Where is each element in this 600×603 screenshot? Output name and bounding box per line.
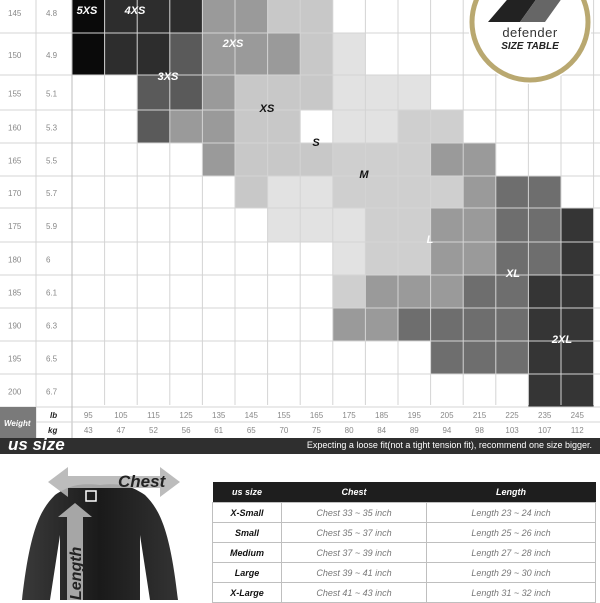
weight-kg-value: 94 — [442, 426, 452, 435]
size-cell-3xs — [137, 75, 170, 143]
us-size-table — [212, 482, 596, 603]
weight-lb-value: 225 — [505, 411, 519, 420]
weight-lb-value: 145 — [244, 411, 258, 420]
row-chest: Chest 35 ~ 37 inch — [282, 523, 427, 543]
size-cell-4xs — [137, 33, 170, 75]
row-size: Large — [213, 563, 282, 583]
fit-note: Expecting a loose fit(not a tight tension fit), recommend one size bigger. — [306, 440, 592, 450]
size-cell-s — [333, 75, 366, 110]
weight-kg-value: 75 — [312, 426, 321, 435]
size-cell-s — [333, 33, 366, 75]
row-chest: Chest 39 ~ 41 inch — [282, 563, 427, 583]
size-label-l: L — [426, 234, 434, 246]
size-cell-l — [365, 275, 463, 308]
weight-lb-value: 135 — [212, 411, 226, 420]
height-ft-label: 4.8 — [46, 9, 58, 18]
row-chest: Chest 41 ~ 43 inch — [282, 583, 427, 603]
weight-lb-value: 195 — [407, 411, 421, 420]
row-size: Medium — [213, 543, 282, 563]
size-cell-xs — [300, 75, 333, 110]
weight-lb-value: 115 — [147, 411, 160, 420]
height-ft-label: 4.9 — [46, 51, 58, 60]
row-length: Length 29 ~ 30 inch — [427, 563, 596, 583]
weight-lb-value: 205 — [440, 411, 454, 420]
height-ft-label: 5.7 — [46, 189, 58, 198]
height-ft-label: 6.3 — [46, 321, 58, 331]
size-cell-2xs — [202, 143, 235, 176]
row-chest: Chest 33 ~ 35 inch — [282, 503, 427, 523]
weight-kg-value: 56 — [181, 426, 191, 435]
size-label-xs: XS — [259, 103, 275, 115]
weight-kg-value: 112 — [570, 426, 584, 435]
height-ft-label: 5.3 — [46, 123, 58, 133]
size-label-2xs: 2XS — [222, 38, 244, 50]
row-size: X-Small — [213, 503, 282, 523]
size-label-xl: XL — [505, 268, 521, 280]
table-row — [213, 543, 596, 563]
shirt-silhouette — [22, 484, 178, 600]
header-us-size: us size — [213, 482, 282, 503]
size-cell-2xl — [561, 242, 594, 275]
weight-lb-value: 155 — [277, 411, 291, 420]
height-ft-label: 5.5 — [46, 156, 58, 166]
size-label-5xs: 5XS — [76, 5, 98, 17]
weight-lb-value: 165 — [309, 411, 324, 420]
size-label-3xs: 3XS — [157, 71, 179, 83]
size-label-4xs: 4XS — [124, 5, 146, 17]
size-cell-s — [268, 208, 366, 242]
size-cell-2xs — [268, 33, 301, 75]
height-ft-label: 6.1 — [46, 288, 58, 298]
weight-kg-value: 89 — [409, 426, 419, 435]
weight-kg-value: 84 — [377, 426, 387, 435]
row-size: X-Large — [213, 583, 282, 603]
header-length: Length — [427, 482, 596, 503]
weight-lb-value: 125 — [179, 411, 193, 420]
height-cm-label: 165 — [8, 156, 22, 166]
weight-lb-value: 95 — [83, 411, 93, 420]
size-cell-2xs — [202, 110, 235, 143]
height-ft-label: 6.5 — [46, 354, 58, 364]
weight-kg-value: 98 — [475, 426, 484, 435]
size-label-2xl: 2XL — [551, 334, 573, 346]
height-cm-label: 200 — [8, 387, 22, 397]
size-cell-2xs — [202, 0, 235, 33]
row-length: Length 27 ~ 28 inch — [427, 543, 596, 563]
weight-lb-value: 235 — [538, 411, 552, 420]
us-size-heading: us size — [8, 435, 65, 454]
weight-lb-value: 215 — [472, 411, 487, 420]
weight-kg-value: 52 — [149, 426, 158, 435]
weight-kg-value: 107 — [538, 426, 552, 435]
weight-label: Weight — [4, 419, 31, 428]
height-cm-label: 175 — [8, 222, 22, 231]
table-row — [213, 563, 596, 583]
chest-arrow-label: Chest — [118, 472, 166, 491]
shirt-figure — [0, 455, 200, 600]
size-cell-xl — [431, 341, 529, 374]
row-length: Length 25 ~ 26 inch — [427, 523, 596, 543]
height-cm-label: 185 — [8, 288, 22, 298]
weight-kg-value: 70 — [279, 426, 289, 435]
size-cell-4xs — [170, 0, 203, 33]
weight-kg-value: 47 — [116, 426, 126, 435]
row-chest: Chest 37 ~ 39 inch — [282, 543, 427, 563]
weight-lb-value: 175 — [342, 411, 356, 420]
row-length: Length 23 ~ 24 inch — [427, 503, 596, 523]
size-cell-2xs — [202, 75, 235, 110]
us-size-bar — [0, 435, 600, 454]
height-cm-label: 155 — [8, 89, 22, 99]
size-label-s: S — [312, 137, 320, 149]
logo-name: defender — [502, 25, 558, 40]
logo-subtitle: SIZE TABLE — [501, 41, 559, 52]
height-ft-label: 6 — [46, 255, 51, 265]
size-cell-2xl — [561, 208, 594, 242]
height-cm-label: 195 — [8, 354, 22, 364]
height-cm-label: 145 — [8, 9, 22, 18]
row-length: Length 31 ~ 32 inch — [427, 583, 596, 603]
weight-kg-value: 61 — [214, 426, 224, 435]
header-chest: Chest — [282, 482, 427, 503]
height-ft-label: 5.9 — [46, 222, 58, 231]
height-cm-label: 150 — [8, 51, 22, 60]
weight-kg-value: 80 — [344, 426, 354, 435]
size-cell-2xs — [235, 0, 268, 33]
height-cm-label: 170 — [8, 189, 22, 198]
lb-label: lb — [50, 411, 58, 420]
us-size-table-header — [213, 482, 596, 503]
height-cm-label: 190 — [8, 321, 22, 331]
length-arrow-label: Length — [68, 546, 85, 600]
table-row — [213, 503, 596, 523]
height-cm-label: 180 — [8, 255, 22, 265]
kg-label: kg — [48, 426, 58, 435]
size-cell-m — [333, 275, 366, 308]
weight-lb-value: 245 — [570, 411, 584, 420]
size-label-m: M — [359, 169, 369, 181]
table-row — [213, 523, 596, 543]
weight-kg-value: 43 — [83, 426, 93, 435]
height-ft-label: 6.7 — [46, 387, 58, 397]
size-cell-xs — [300, 33, 333, 75]
height-ft-label: 5.1 — [46, 89, 58, 99]
weight-lb-value: 185 — [375, 411, 389, 420]
weight-kg-value: 103 — [505, 426, 519, 435]
row-size: Small — [213, 523, 282, 543]
height-cm-label: 160 — [8, 123, 22, 133]
weight-lb-value: 105 — [114, 411, 128, 420]
weight-kg-value: 65 — [246, 426, 256, 435]
size-cell-2xs — [170, 110, 203, 143]
